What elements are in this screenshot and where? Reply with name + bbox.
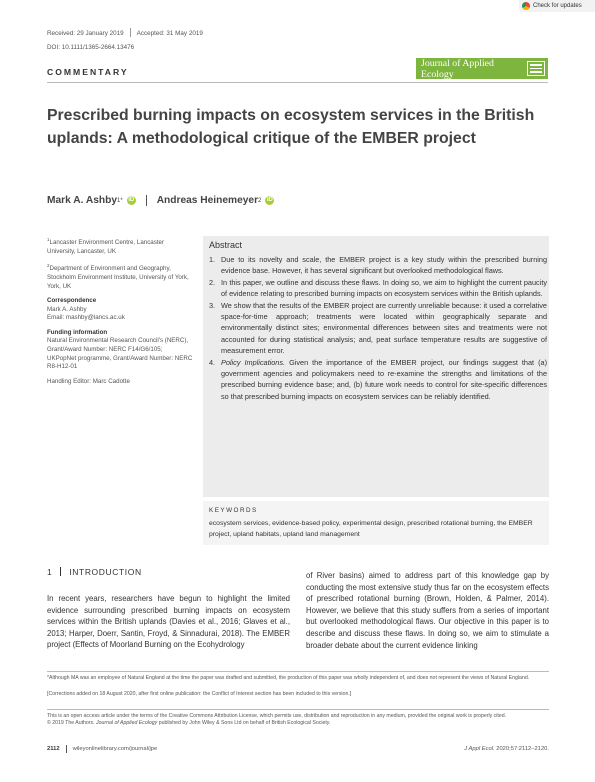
- intro-paragraph-col2: of River basins) aimed to address part of this knowledge gap by conducting the most extensive study thus far on the ecosystem effects of prescribed rotational burning (Brown, Holden, & Palmer, 2014). However, we believe that this study suffers from a series of important but overlooked methodological flaws. Our objective in this paper is to describe and discuss these flaws. In doing so, we aim to stimulate a broader debate about the current evidence linking: [306, 571, 549, 650]
- orcid-icon[interactable]: iD: [266, 197, 273, 203]
- affiliations-column: [47, 236, 193, 392]
- abstract-list: [209, 254, 547, 402]
- abstract-title: Abstract: [209, 240, 243, 250]
- check-for-updates-label: Check for updates: [533, 3, 582, 9]
- affiliation-1: $^1$Lancaster Environment Centre, Lancaster University, Lancaster, UK: [47, 237, 165, 255]
- crossmark-icon: [522, 2, 530, 10]
- section-label: COMMENTARY: [47, 67, 129, 77]
- license-text: This is an open access article under the terms of the Creative Commons Attribution License, which permits use, distribution and reproduction in any medium, provided the original work is properly cited.: [47, 713, 507, 719]
- abstract-item: 1. Due to its novelty and scale, the EMBER project is a key study within the prescribed burning evidence base. However, it has several significant but overlooked methodological flaws.: [209, 255, 547, 276]
- check-for-updates-button[interactable]: [519, 0, 595, 12]
- journal-logo-text: Journal of Applied Ecology: [421, 57, 494, 80]
- footer-divider: [66, 745, 67, 753]
- abstract-item: 4. Policy Implications. Given the importance of the EMBER project, our findings suggest that (a) government agencies and policymakers need to re-examine the strengths and limitations of the prescribed burning evidence base; and, (b) future work needs to control for site-specific differences so that prescribed burning impacts on ecosystem services can be reliably identified.: [209, 357, 547, 401]
- funding-text: Natural Environmental Research Council's (NERC), Grant/Award Number: NERC F14/G6/105; UKPopNet programme, Grant/Award Number: NERC R8-H12-01: [47, 337, 193, 371]
- correspondence-heading: Correspondence: [47, 297, 97, 305]
- received-accepted-line: [47, 28, 203, 37]
- keywords-title: KEYWORDS: [209, 507, 258, 514]
- footnote-correction: [Corrections added on 18 August 2020, after first online publication: the Conflict of Interest section has been included to this version.]: [47, 691, 352, 697]
- abstract-item: 2. In this paper, we outline and discuss these flaws. In doing so, we aim to highlight the current paucity of evidence relating to prescribed burning impacts on ecosystem services within the British uplands.: [209, 277, 547, 299]
- accepted-date: Accepted: 31 May 2019: [136, 30, 203, 37]
- correspondence-details: Mark A. Ashby Email: mashby@lancs.ac.uk: [47, 305, 125, 322]
- page-footer: [47, 745, 549, 753]
- journal-url[interactable]: wileyonlinelibrary.com/journal/jpe: [72, 746, 158, 752]
- author-name-1[interactable]: Mark A. Ashby: [47, 195, 118, 206]
- license-notice: This is an open access article under the terms of the Creative Commons Attribution License, which permits use, distribution and reproduction in any medium, provided the original work is properly cited. © 2019 The Authors. Journal of Applied Ecology published by John Wiley & Sons Ltd on behalf of British Ecological Society.: [47, 709, 549, 728]
- article-title: Prescribed burning impacts on ecosystem services in the British uplands: A methodological critique of the EMBER project: [47, 107, 535, 147]
- author-line: [47, 195, 274, 206]
- author-1-superscript: 1*: [117, 197, 123, 204]
- page-number: 2112: [47, 746, 60, 752]
- keywords-text: ecosystem services, evidence-based policy, experimental design, prescribed rotational burning, the EMBER project, upland habitats, upland land management: [209, 520, 533, 539]
- footnote-author: *Although MA was an employee of Natural England at the time the paper was drafted and submitted, the production of this paper was wholly independent of, and does not represent the views of Natural England.: [47, 671, 549, 682]
- header-rule: [47, 82, 548, 83]
- funding-heading: Funding information: [47, 328, 108, 336]
- intro-paragraph-col1: In recent years, researchers have begun to highlight the limited evidence surrounding prescribed burning impacts on ecosystem services within the British uplands (Davies et al., 2016; Glaves et al., 2013; Harper, Doerr, Santin, Froyd, & Sinnadurai, 2018). The EMBER project (Effects of Moorland Burning on the Ecohydrology: [47, 594, 290, 650]
- section-heading-introduction: 1 INTRODUCTION: [47, 567, 142, 577]
- affiliation-2: $^2$Department of Environment and Geography, Stockholm Environment Institute, University of York, York, UK: [47, 263, 189, 290]
- journal-logo[interactable]: [416, 58, 548, 79]
- author-name-2[interactable]: Andreas Heinemeyer: [156, 195, 259, 206]
- orcid-icon[interactable]: iD: [128, 197, 135, 203]
- received-date: Received: 29 January 2019: [47, 30, 124, 37]
- divider: [130, 28, 131, 37]
- society-badge-icon: [527, 61, 545, 76]
- correspondence-email[interactable]: Email: mashby@lancs.ac.uk: [47, 314, 125, 322]
- policy-implications-lead: Policy Implications.: [221, 357, 286, 367]
- author-2-superscript: 2: [258, 197, 262, 204]
- abstract-item: 3. We show that the results of the EMBER project are currently unreliable because: it used a correlative space-for-time approach; treatments were located within geographically separate and environmentally distinct sites; environmental differences between sites and treatments were not accounted for during statistical analysis; and, peat surface temperature results are suggestive of measurement error.: [209, 300, 547, 356]
- handling-editor: Handling Editor: Marc Cadotte: [47, 377, 130, 385]
- author-divider: [146, 195, 147, 206]
- citation: J Appl Ecol. 2020;57:2112–2120.: [464, 746, 549, 752]
- doi[interactable]: DOI: 10.1111/1365-2664.13476: [47, 44, 135, 51]
